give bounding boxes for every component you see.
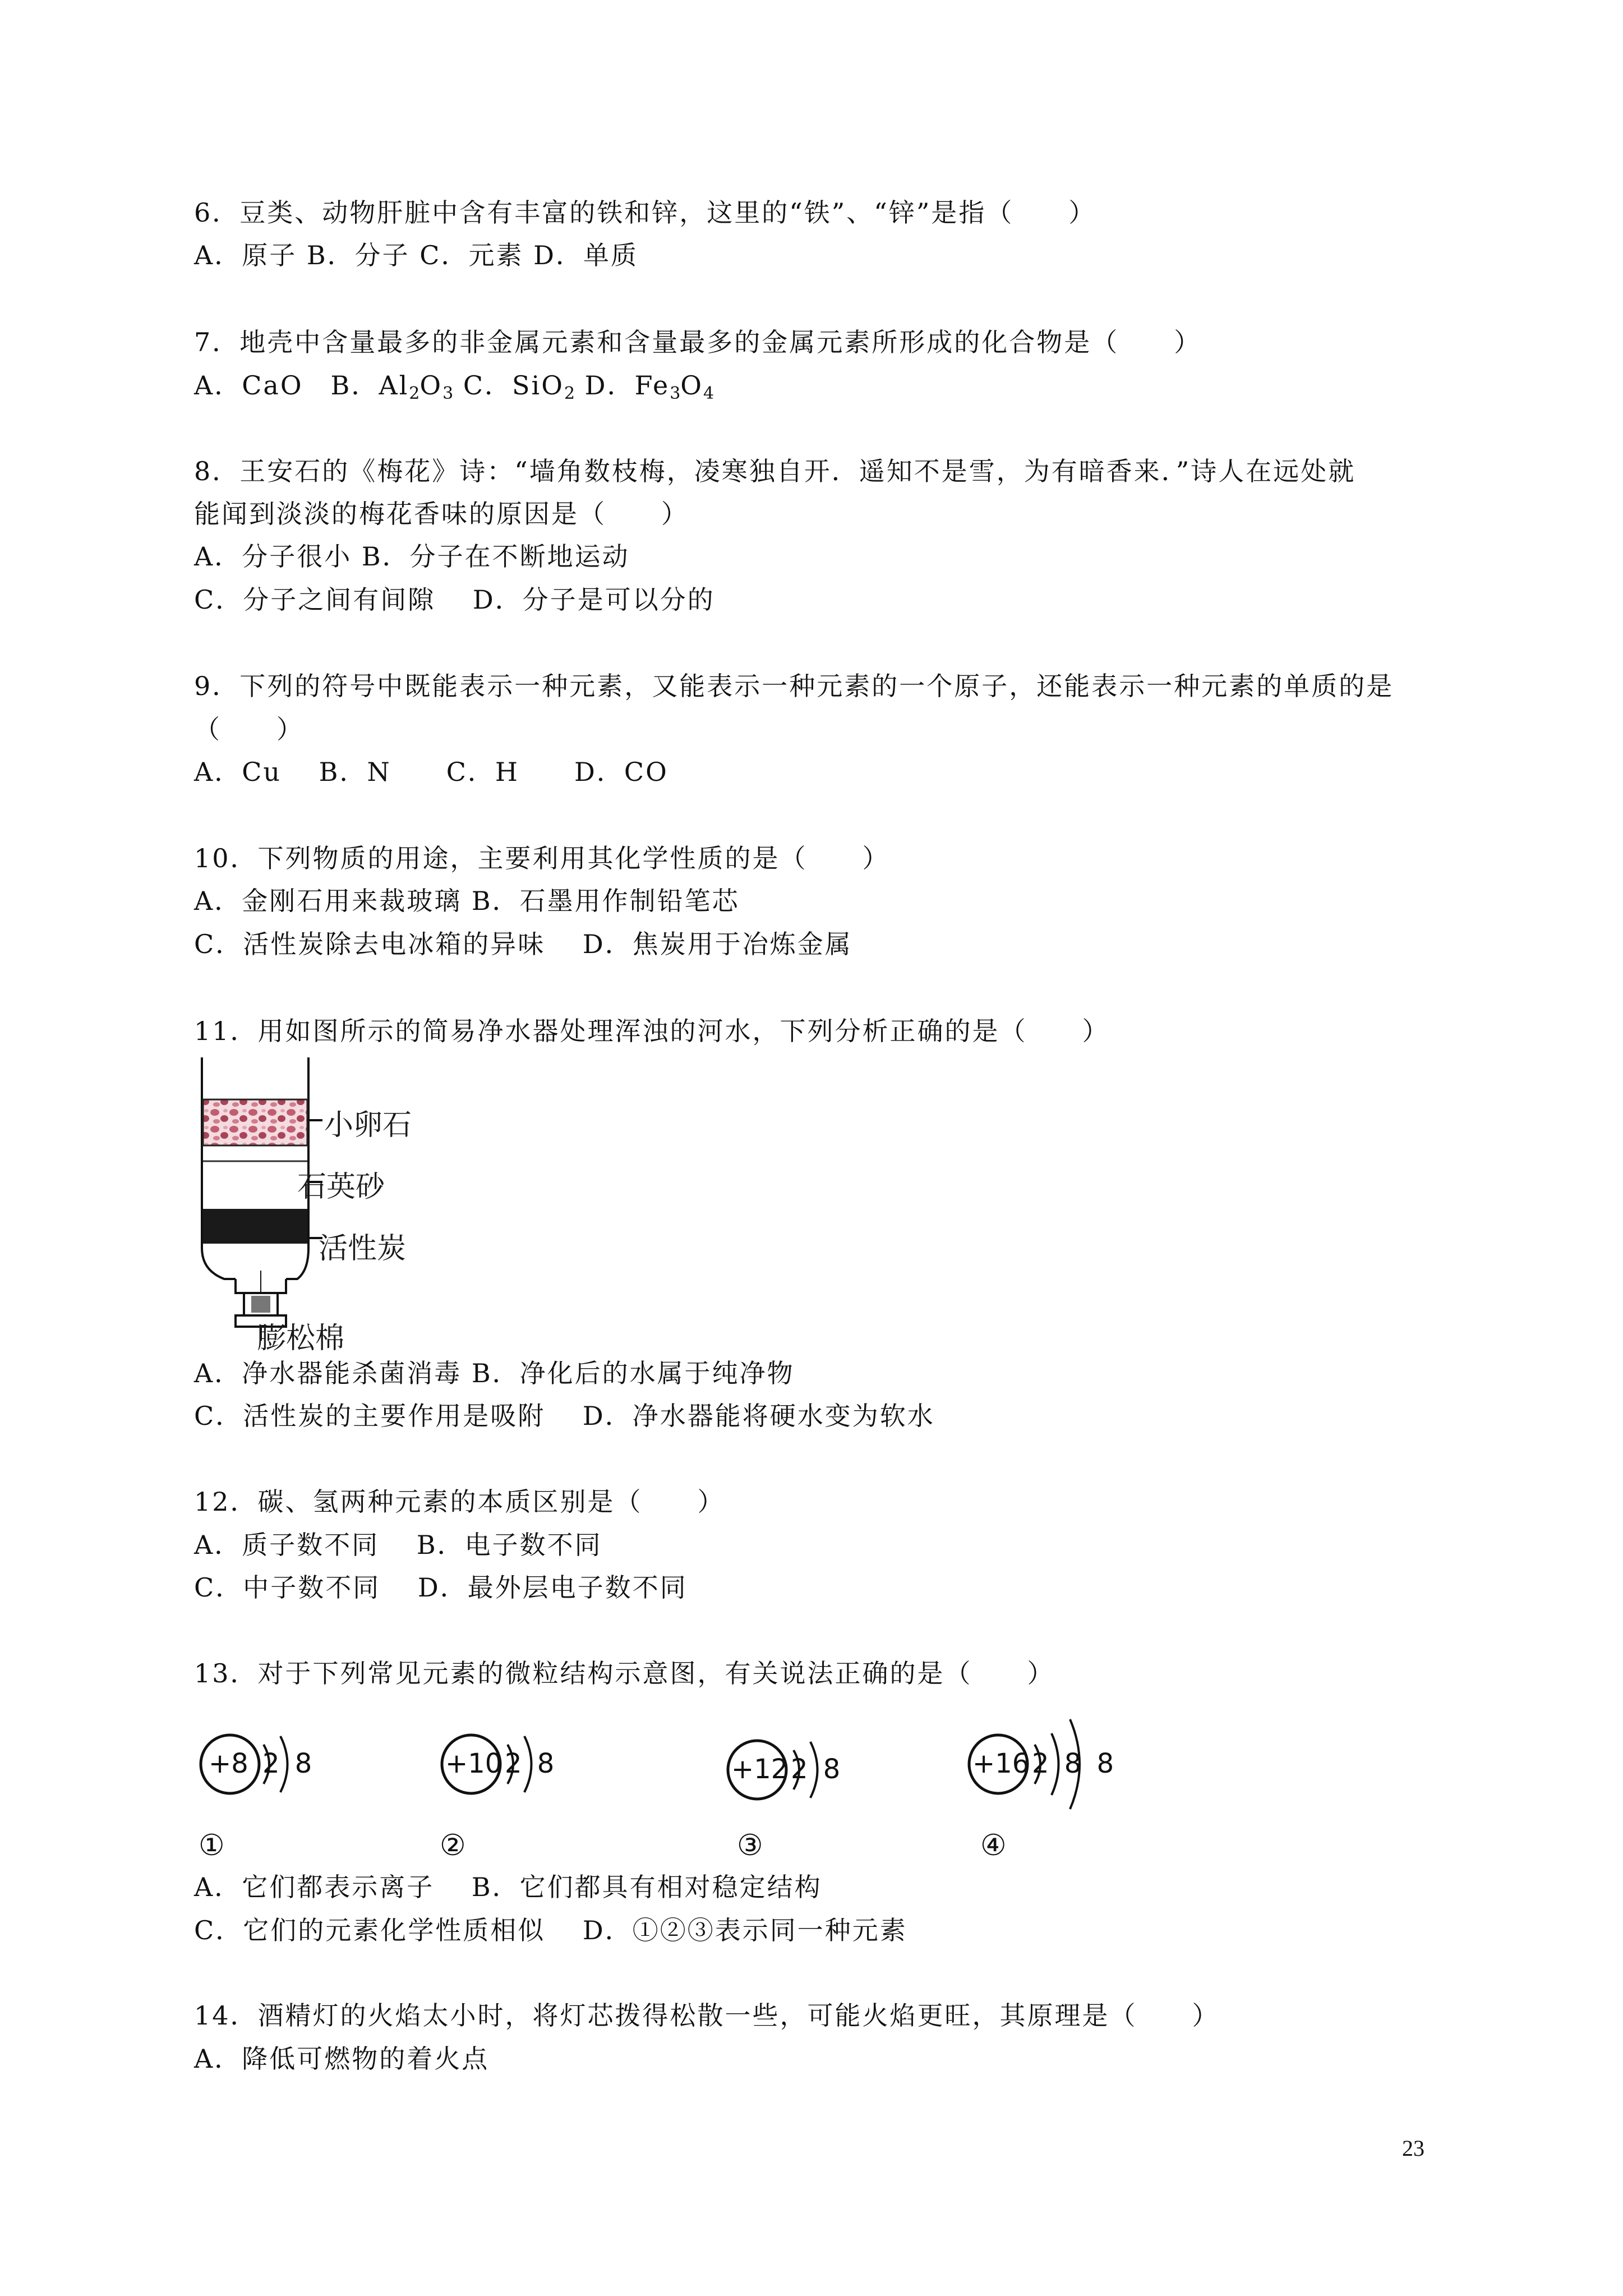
q14-stem: 14．酒精灯的火焰太小时，将灯芯拨得松散一些，可能火焰更旺，其原理是（ ） (194, 2000, 1220, 2031)
q8-stem-line2: 能闻到淡淡的梅花香味的原因是（ ） (194, 499, 689, 529)
q13-options-line2: C．它们的元素化学性质相似 D．①②③表示同一种元素 (194, 1915, 907, 1945)
q14-options-line1: A．降低可燃物的着火点 (194, 2044, 490, 2074)
q12-options-line1: A．质子数不同 B．电子数不同 (194, 1530, 602, 1560)
label-activated-carbon: 活性炭 (319, 1232, 407, 1266)
q11-options-line2: C．活性炭的主要作用是吸附 D．净水器能将硬水变为软水 (194, 1401, 935, 1431)
atom-1-nucleus: +8 (209, 1748, 248, 1779)
q12-stem: 12．碳、氢两种元素的本质区别是（ ） (194, 1487, 725, 1517)
atom-2-marker: ② (440, 1829, 466, 1862)
q7-options: A．CaO B．$Al_2O_3$ C．SiO$_2$ D．$Fe_3O_4$ (194, 370, 714, 403)
atom-2-nucleus: +10 (445, 1748, 502, 1779)
q12-options-line2: C．中子数不同 D．最外层电子数不同 (194, 1572, 688, 1603)
label-pebbles: 小卵石 (324, 1108, 412, 1142)
q11-options-line1: A．净水器能杀菌消毒 B．净化后的水属于纯净物 (194, 1358, 795, 1388)
page-number: 23 (1402, 2136, 1424, 2161)
atom-3-marker: ③ (737, 1829, 763, 1862)
atom-diagram-1 (196, 1711, 325, 1874)
q13-stem: 13．对于下列常见元素的微粒结构示意图，有关说法正确的是（ ） (194, 1658, 1055, 1688)
atom-diagram-4 (965, 1694, 1122, 1874)
atom-4-shells-text: 2 8 8 (1032, 1748, 1118, 1779)
atom-4-nucleus: +16 (972, 1748, 1030, 1779)
q10-stem: 10．下列物质的用途，主要利用其化学性质的是（ ） (194, 843, 890, 873)
atom-4-marker: ④ (980, 1829, 1007, 1862)
q8-options-line2: C．分子之间有间隙 D．分子是可以分的 (194, 585, 715, 615)
q9-stem-line1: 9．下列的符号中既能表示一种元素，又能表示一种元素的一个原子，还能表示一种元素的单质的是 (194, 671, 1394, 701)
label-quartz-sand: 石英砂 (297, 1170, 385, 1204)
q9-options: A．Cu B．N C．H D．CO (194, 757, 668, 787)
q13-options-line1: A．它们都表示离子 B．它们都具有相对稳定结构 (194, 1872, 822, 1902)
q6-stem: 6．豆类、动物肝脏中含有丰富的铁和锌，这里的“铁”、“锌”是指（ ） (194, 197, 1096, 228)
atom-3-shells-text: 2 8 (791, 1754, 844, 1785)
atom-3-nucleus: +12 (731, 1754, 789, 1785)
atom-1-shells-text: 2 8 (262, 1748, 316, 1779)
water-purifier-figure (191, 1057, 437, 1355)
atom-diagram-3 (723, 1717, 852, 1874)
q6-options: A．原子 B．分子 C．元素 D．单质 (194, 240, 638, 270)
q8-stem-line1: 8．王安石的《梅花》诗：“墙角数枝梅，凌寒独自开．遥知不是雪，为有暗香来．”诗人在远处就 (194, 456, 1356, 486)
q9-stem-line2: （ ） (194, 714, 304, 744)
q11-stem: 11．用如图所示的简易净水器处理浑浊的河水，下列分析正确的是（ ） (194, 1016, 1110, 1046)
atom-1-marker: ① (199, 1829, 225, 1862)
atom-2-shells-text: 2 8 (505, 1748, 558, 1779)
atom-diagram-2 (437, 1711, 566, 1874)
q10-options-line1: A．金刚石用来裁玻璃 B．石墨用作制铅笔芯 (194, 886, 740, 916)
q10-options-line2: C．活性炭除去电冰箱的异味 D．焦炭用于冶炼金属 (194, 929, 852, 959)
q7-stem: 7．地壳中含量最多的非金属元素和含量最多的金属元素所形成的化合物是（ ） (194, 327, 1202, 357)
q8-options-line1: A．分子很小 B．分子在不断地运动 (194, 541, 630, 572)
label-cotton: 膨松棉 (257, 1322, 345, 1355)
